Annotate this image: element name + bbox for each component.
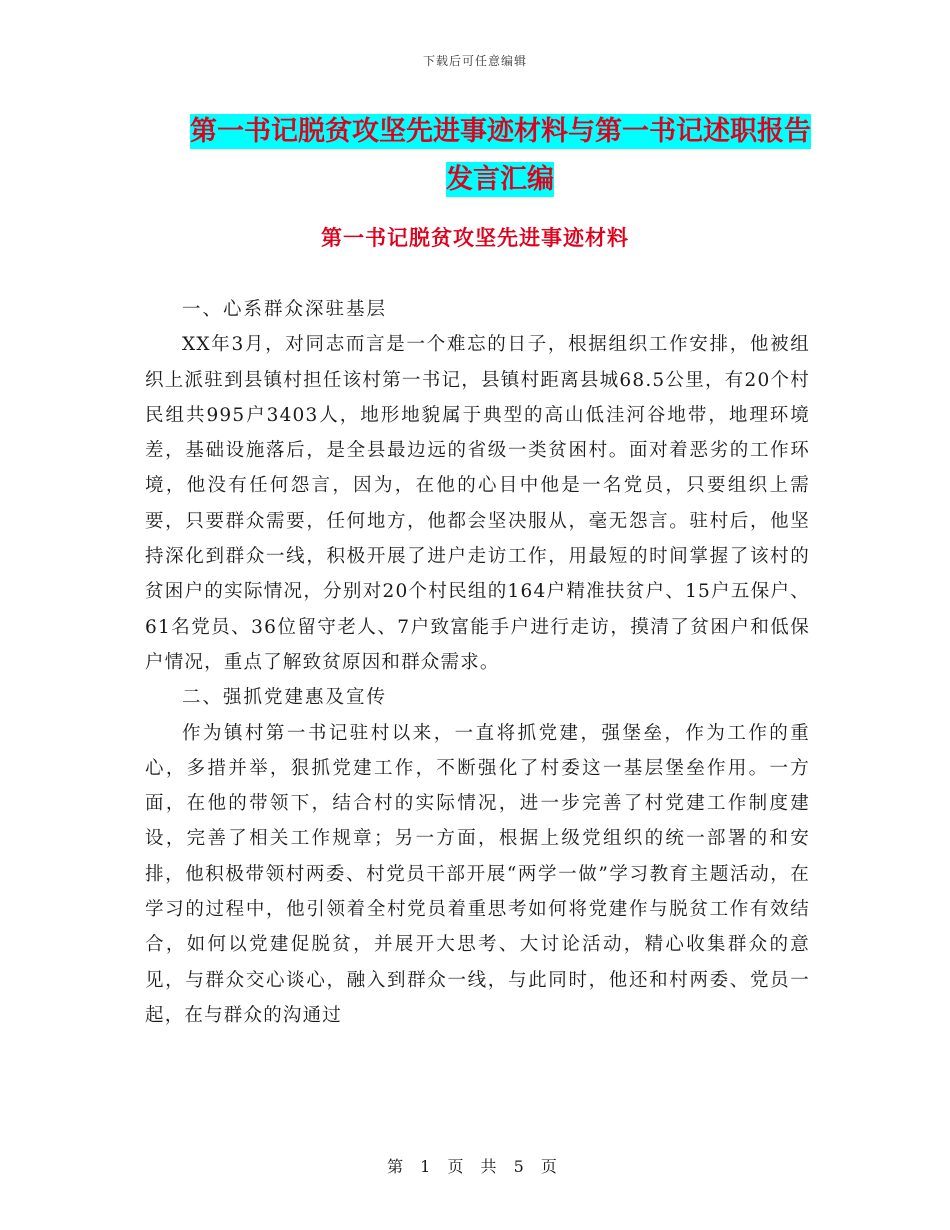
section-title: 第一书记脱贫攻坚先进事迹材料 <box>321 226 629 250</box>
document-title <box>190 108 810 204</box>
section-heading-2: 二、强抓党建惠及宣传 <box>182 687 388 709</box>
paragraph-2: 作为镇村第一书记驻村以来，一直将抓党建，强堡垒，作为工作的重心，多措并举，狠抓党建工作，不断强化了村委这一基层堡垒作用。一方面，在他的带领下，结合村的实际情况，进一步完善了村党建工作制度建设，完善了相关工作规章；另一方面，根据上级党组织的统一部署的和安排，他积极带领村两委、村党员干部开展“两学一做”学习教育主题活动，在学习的过程中，他引领着全村党员着重思考如何将党建作与脱贫工作有效结合，如何以党建促脱贫，并展开大思考、大讨论活动，精心收集群众的意见，与群众交心谈心，融入到群众一线，与此同时，他还和村两委、党员一起，在与群众的沟通过 <box>145 722 810 1026</box>
section-heading-1: 一、心系群众深驻基层 <box>182 299 388 320</box>
header-note: 下载后可任意编辑 <box>422 54 527 68</box>
document-body <box>145 292 810 1033</box>
page-footer: 第 1 页 共 5 页 <box>387 1157 563 1176</box>
paragraph-1: XX年3月，对同志而言是一个难忘的日子，根据组织工作安排，他被组织上派驻到县镇村担任该村第一书记，县镇村距离县城68.5公里，有20个村民组共995户3403人，地形地貌属于典型的高山低洼河谷地带，地理环境差，基础设施落后，是全县最边远的省级一类贫困村。面对着恶劣的工作环境，他没有任何怨言，因为，在他的心目中他是一名党员，只要组织上需要，只要群众需要，任何地方，他都会坚决服从，毫无怨言。驻村后，他坚持深化到群众一线，积极开展了进户走访工作，用最短的时间掌握了该村的贫困户的实际情况，分别对20个村民组的164户精准扶贫户、15户五保户、61名党员、36位留守老人、7户致富能手户进行走访，摸清了贫困户和低保户情况，重点了解致贫原因和群众需求。 <box>145 334 810 673</box>
document-title-line-2: 发言汇编 <box>446 164 554 195</box>
document-title-line-1: 第一书记脱贫攻坚先进事迹材料与第一书记述职报告 <box>190 116 811 147</box>
